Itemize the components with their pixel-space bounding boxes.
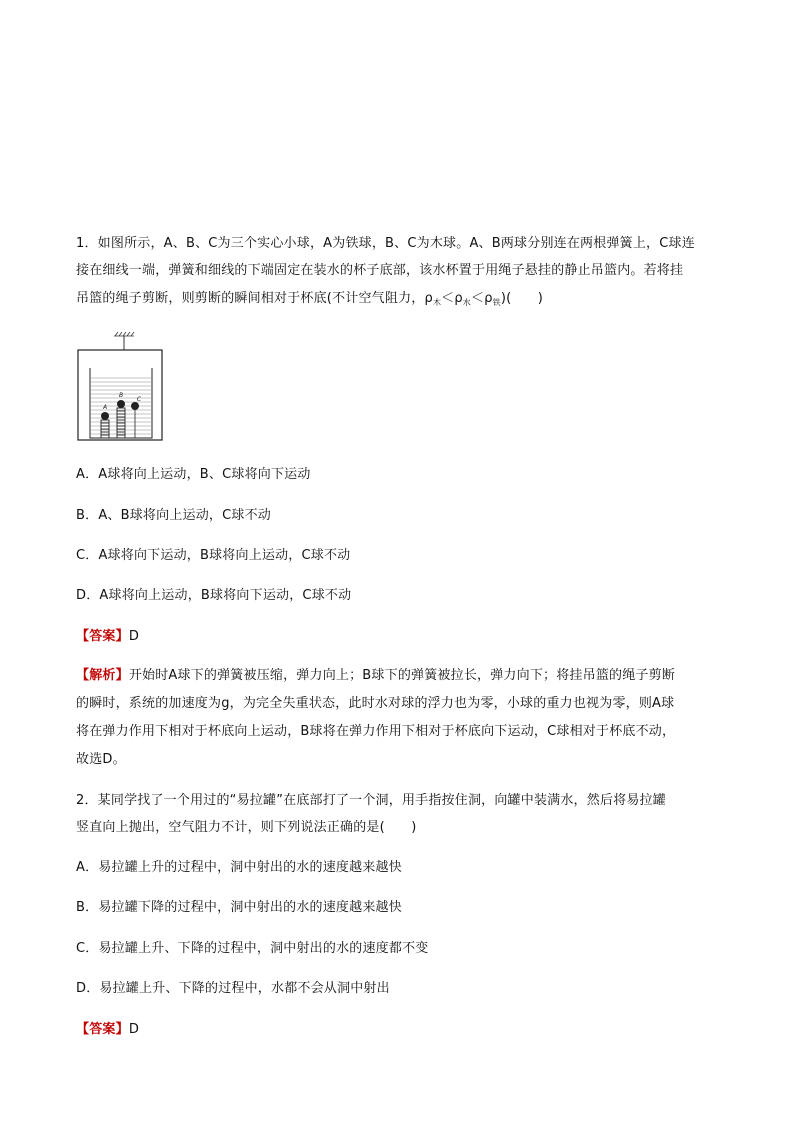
q2-option-a: A．易拉罐上升的过程中，洞中射出的水的速度越来越快	[76, 860, 402, 875]
q1-analysis-line-1: 【解析】开始时A球下的弹簧被压缩，弹力向上；B球下的弹簧被拉长，弹力向下；将挂吊篮的绳子剪断	[76, 668, 676, 683]
q1-analysis-line-2: 的瞬时，系统的加速度为g，为完全失重状态，此时水对球的浮力也为零，小球的重力也视为零，则A球	[76, 696, 675, 711]
label-b: B	[118, 392, 124, 399]
answer-value: D	[128, 629, 140, 644]
q1-answer	[76, 628, 139, 646]
q1-analysis-line-4: 故选D。	[76, 752, 126, 767]
label-c: C	[136, 396, 142, 403]
spring-b	[117, 408, 125, 438]
spring-a	[101, 420, 109, 438]
answer-tag: 【答案】	[76, 629, 129, 644]
density-subscript-iron: 铁	[492, 298, 501, 307]
ball-b	[117, 400, 125, 408]
ceiling-hatch-icon	[114, 332, 134, 336]
q2-stem-line-2: 竖直向上抛出，空气阻力不计，则下列说法正确的是( )	[76, 820, 417, 835]
q1-stem-line-2: 接在细线一端，弹簧和细线的下端固定在装水的杯子底部，该水杯置于用绳子悬挂的静止吊篮内。若将挂	[76, 263, 684, 278]
q2-option-d: D．易拉罐上升、下降的过程中，水都不会从洞中射出	[76, 981, 390, 996]
density-subscript-wood: 木	[432, 298, 442, 307]
q1-stem-line-3: 吊篮的绳子剪断，则剪断的瞬间相对于杯底(不计空气阻力，$\rho_木<\rho_水<\rho_铁$)( )	[76, 291, 544, 307]
q1-option-b: B．A、B球将向上运动，C球不动	[76, 508, 272, 523]
answer-value: D	[128, 1022, 140, 1037]
q1-stem-line-1: 1．如图所示，A、B、C为三个实心小球，A为铁球，B、C为木球。A、B两球分别连在两根弹簧上，C球连	[76, 236, 695, 251]
basket-cup-diagram	[74, 330, 166, 442]
q2-option-b: B．易拉罐下降的过程中，洞中射出的水的速度越来越快	[76, 900, 402, 915]
q1-option-a: A．A球将向上运动，B、C球将向下运动	[76, 467, 311, 482]
q1-analysis-line-3: 将在弹力作用下相对于杯底向上运动，B球将在弹力作用下相对于杯底向下运动，C球相对于杯底不动，	[76, 724, 676, 739]
q2-option-c: C．易拉罐上升、下降的过程中，洞中射出的水的速度都不变	[76, 941, 429, 956]
q1-option-c: C．A球将向下运动，B球将向上运动，C球不动	[76, 548, 351, 563]
analysis-tag: 【解析】	[76, 668, 129, 683]
hanging-basket-figure	[74, 330, 166, 442]
ball-a	[101, 412, 109, 420]
q2-stem-line-1: 2．某同学找了一个用过的“易拉罐”在底部打了一个洞，用手指按住洞，向罐中装满水，然后将易拉罐	[76, 793, 666, 808]
ball-c	[131, 402, 139, 410]
q1-option-d: D．A球将向上运动，B球将向下运动，C球不动	[76, 588, 352, 603]
answer-tag: 【答案】	[76, 1022, 129, 1037]
label-a: A	[102, 404, 108, 411]
density-subscript-water: 水	[462, 298, 471, 307]
q2-answer	[76, 1021, 139, 1039]
